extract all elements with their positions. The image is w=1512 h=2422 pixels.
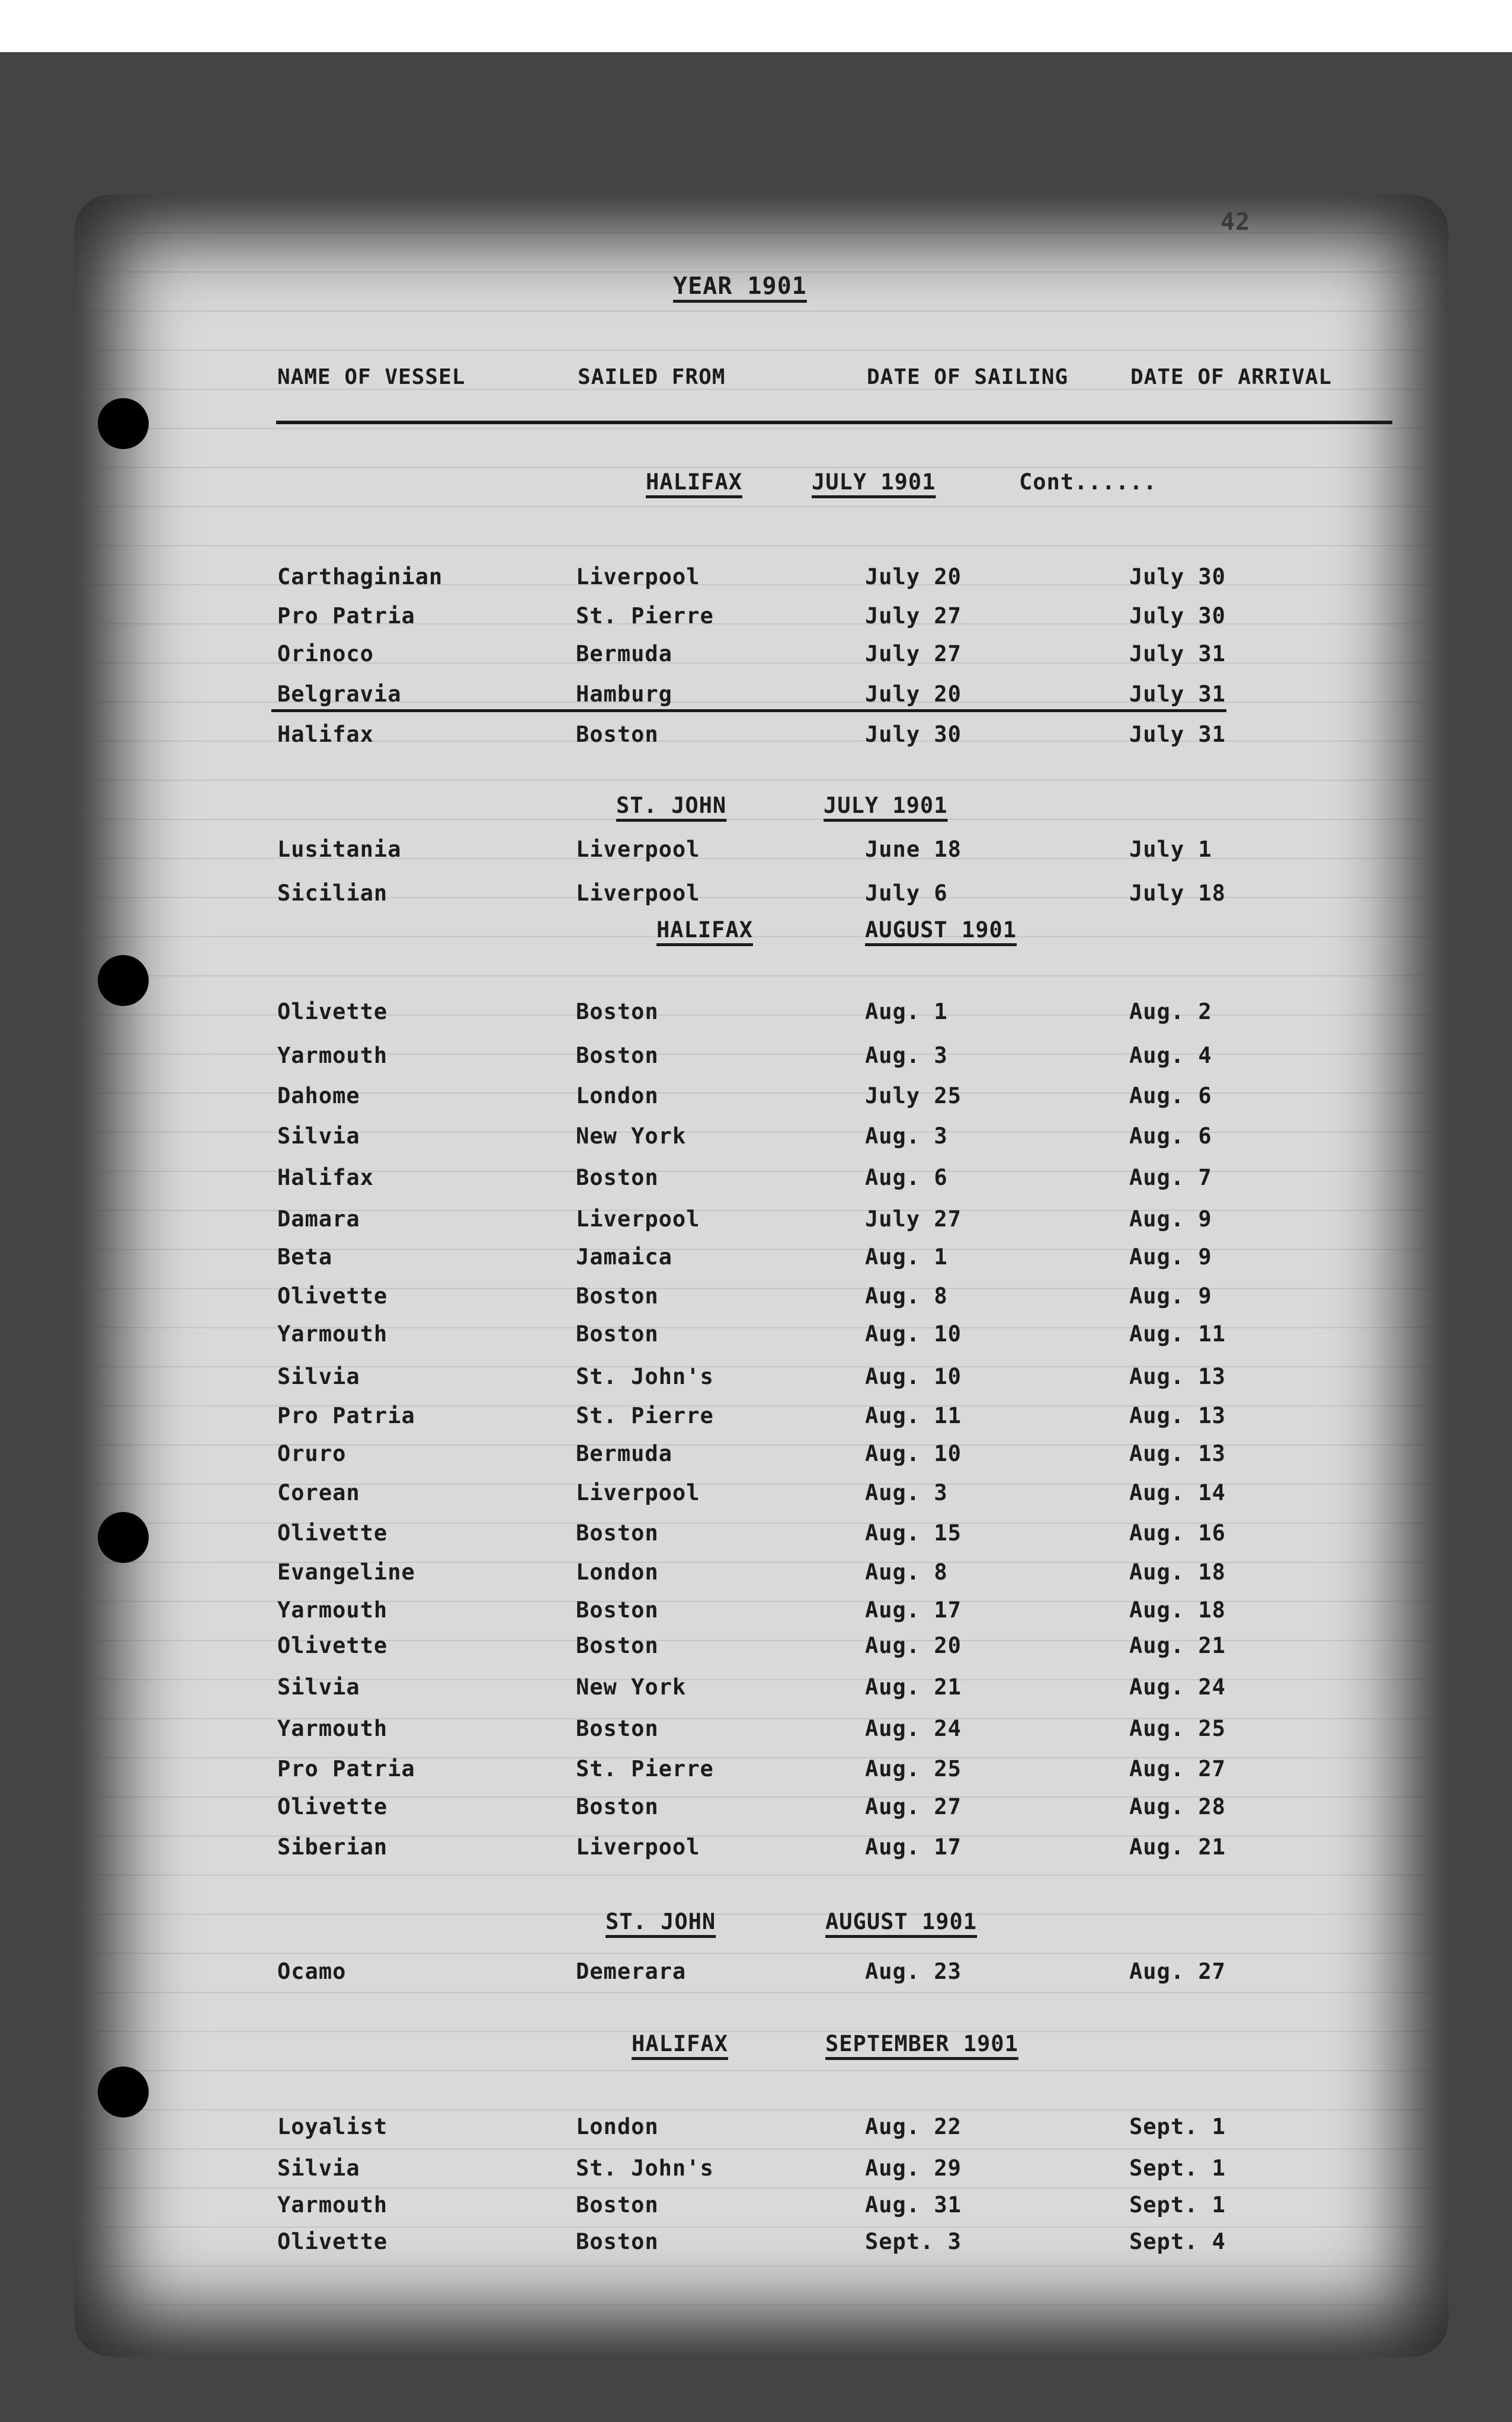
date-of-sailing: Aug. 15: [865, 1520, 962, 1546]
date-of-arrival: Aug. 13: [1129, 1364, 1226, 1389]
sailed-from: Bermuda: [576, 1441, 672, 1466]
vessel-name: Yarmouth: [277, 1321, 388, 1347]
date-of-arrival: Aug. 9: [1129, 1206, 1212, 1232]
date-of-sailing: Aug. 3: [865, 1123, 948, 1149]
vessel-name: Olivette: [277, 999, 388, 1024]
date-of-sailing: Aug. 3: [865, 1043, 948, 1068]
date-of-sailing: Aug. 10: [865, 1321, 962, 1347]
date-of-arrival: Sept. 1: [1129, 2114, 1226, 2139]
date-of-sailing: July 20: [865, 681, 962, 707]
section-port: ST. JOHN: [606, 1909, 716, 1934]
date-of-arrival: July 30: [1129, 603, 1226, 629]
date-of-sailing: Aug. 31: [865, 2192, 962, 2218]
date-of-arrival: Aug. 11: [1129, 1321, 1226, 1347]
date-of-arrival: Aug. 13: [1129, 1441, 1226, 1466]
date-of-arrival: July 31: [1129, 641, 1226, 667]
vessel-name: Olivette: [277, 1283, 388, 1309]
sailed-from: Boston: [576, 999, 659, 1024]
date-of-arrival: July 31: [1129, 722, 1226, 747]
vessel-name: Oruro: [277, 1441, 347, 1466]
section-month: SEPTEMBER 1901: [825, 2031, 1018, 2056]
date-of-sailing: Aug. 17: [865, 1834, 962, 1860]
column-header-date-of-sailing: DATE OF SAILING: [867, 365, 1069, 389]
date-of-sailing: July 30: [865, 722, 962, 747]
date-of-arrival: Aug. 27: [1129, 1959, 1226, 1984]
sailed-from: Hamburg: [576, 681, 672, 707]
sailed-from: Boston: [576, 1283, 659, 1309]
sailed-from: Bermuda: [576, 641, 672, 667]
date-of-sailing: Aug. 3: [865, 1480, 948, 1505]
year-heading: YEAR 1901: [673, 273, 807, 300]
vessel-name: Ocamo: [277, 1959, 347, 1984]
vessel-name: Silvia: [277, 1674, 360, 1700]
sailed-from: Boston: [576, 722, 659, 747]
vessel-name: Olivette: [277, 1633, 388, 1658]
section-month: AUGUST 1901: [825, 1909, 978, 1934]
sailed-from: St. Pierre: [576, 1756, 714, 1782]
vessel-name: Beta: [277, 1244, 333, 1270]
page-number: 42: [1221, 209, 1251, 236]
vessel-name: Loyalist: [277, 2114, 388, 2139]
vessel-name: Carthaginian: [277, 564, 443, 590]
section-month: JULY 1901: [824, 793, 948, 818]
sailed-from: St. Pierre: [576, 1403, 714, 1428]
date-of-sailing: Aug. 1: [865, 1244, 948, 1270]
date-of-arrival: Sept. 4: [1129, 2229, 1226, 2254]
vessel-name: Silvia: [277, 2155, 360, 2181]
date-of-sailing: Sept. 3: [865, 2229, 962, 2254]
punch-hole: [98, 2067, 149, 2117]
date-of-arrival: July 30: [1129, 564, 1226, 590]
section-port: HALIFAX: [632, 2031, 728, 2056]
date-of-arrival: Sept. 1: [1129, 2192, 1226, 2218]
sailed-from: Boston: [576, 2229, 659, 2254]
sailed-from: Liverpool: [576, 1206, 700, 1232]
sailed-from: New York: [576, 1674, 687, 1700]
date-of-arrival: Aug. 18: [1129, 1559, 1226, 1585]
vessel-name: Siberian: [277, 1834, 388, 1860]
date-of-sailing: Aug. 11: [865, 1403, 962, 1428]
sailed-from: St. John's: [576, 2155, 714, 2181]
date-of-arrival: Aug. 9: [1129, 1283, 1212, 1309]
vessel-name: Yarmouth: [277, 1597, 388, 1623]
date-of-sailing: Aug. 29: [865, 2155, 962, 2181]
sailed-from: Boston: [576, 1321, 659, 1347]
date-of-arrival: Aug. 18: [1129, 1597, 1226, 1623]
date-of-arrival: Aug. 4: [1129, 1043, 1212, 1068]
date-of-sailing: Aug. 1: [865, 999, 948, 1024]
date-of-sailing: Aug. 20: [865, 1633, 962, 1658]
header-rule: [276, 421, 1392, 424]
section-port: HALIFAX: [656, 917, 753, 943]
date-of-sailing: Aug. 24: [865, 1716, 962, 1741]
sailed-from: Liverpool: [576, 564, 700, 590]
sailed-from: Boston: [576, 1794, 659, 1819]
vessel-name: Damara: [277, 1206, 360, 1232]
vessel-name: Belgravia: [277, 681, 402, 707]
vessel-name: Sicilian: [277, 880, 388, 906]
sailed-from: Liverpool: [576, 1834, 700, 1860]
date-of-arrival: Aug. 9: [1129, 1244, 1212, 1270]
vessel-name: Olivette: [277, 1520, 388, 1546]
date-of-sailing: July 27: [865, 1206, 962, 1232]
vessel-name: Evangeline: [277, 1559, 415, 1585]
date-of-sailing: July 20: [865, 564, 962, 590]
date-of-sailing: Aug. 10: [865, 1364, 962, 1389]
vessel-name: Halifax: [277, 1165, 374, 1190]
section-port: ST. JOHN: [616, 793, 727, 818]
date-of-arrival: Aug. 7: [1129, 1165, 1212, 1190]
column-header-date-of-arrival: DATE OF ARRIVAL: [1130, 365, 1332, 389]
date-of-sailing: Aug. 21: [865, 1674, 962, 1700]
vessel-name: Orinoco: [277, 641, 374, 667]
date-of-arrival: Aug. 24: [1129, 1674, 1226, 1700]
date-of-sailing: June 18: [865, 837, 962, 862]
date-of-sailing: Aug. 8: [865, 1283, 948, 1309]
sailed-from: New York: [576, 1123, 687, 1149]
date-of-arrival: Aug. 28: [1129, 1794, 1226, 1819]
sailed-from: London: [576, 2114, 659, 2139]
date-of-arrival: Aug. 6: [1129, 1123, 1212, 1149]
date-of-arrival: Aug. 13: [1129, 1403, 1226, 1428]
vessel-name: Corean: [277, 1480, 360, 1505]
date-of-sailing: July 25: [865, 1083, 962, 1109]
date-of-sailing: Aug. 22: [865, 2114, 962, 2139]
sailed-from: Boston: [576, 1520, 659, 1546]
date-of-sailing: Aug. 23: [865, 1959, 962, 1984]
punch-hole: [98, 955, 149, 1006]
vessel-name: Lusitania: [277, 837, 402, 862]
punch-hole: [98, 1512, 149, 1563]
sailed-from: Liverpool: [576, 880, 700, 906]
date-of-arrival: Aug. 21: [1129, 1834, 1226, 1860]
date-of-sailing: Aug. 6: [865, 1165, 948, 1190]
sailed-from: London: [576, 1559, 659, 1585]
vessel-name: Pro Patria: [277, 1403, 415, 1428]
date-of-sailing: July 27: [865, 603, 962, 629]
vessel-name: Pro Patria: [277, 603, 415, 629]
date-of-arrival: Aug. 16: [1129, 1520, 1226, 1546]
date-of-arrival: July 1: [1129, 837, 1212, 862]
sailed-from: London: [576, 1083, 659, 1109]
column-header-sailed-from: SAILED FROM: [578, 365, 726, 389]
section-month: JULY 1901: [812, 469, 936, 495]
strike-rule: [271, 709, 1226, 712]
date-of-arrival: Sept. 1: [1129, 2155, 1226, 2181]
date-of-sailing: July 27: [865, 641, 962, 667]
sailed-from: Boston: [576, 1043, 659, 1068]
sailed-from: Liverpool: [576, 1480, 700, 1505]
sailed-from: Boston: [576, 1716, 659, 1741]
vessel-name: Silvia: [277, 1364, 360, 1389]
date-of-arrival: Aug. 6: [1129, 1083, 1212, 1109]
sailed-from: Boston: [576, 1633, 659, 1658]
date-of-sailing: Aug. 10: [865, 1441, 962, 1466]
vessel-name: Dahome: [277, 1083, 360, 1109]
sailed-from: Jamaica: [576, 1244, 672, 1270]
column-header-vessel: NAME OF VESSEL: [277, 365, 466, 389]
date-of-arrival: Aug. 2: [1129, 999, 1212, 1024]
punch-hole: [98, 398, 149, 449]
vessel-name: Yarmouth: [277, 1716, 388, 1741]
sailed-from: Boston: [576, 1165, 659, 1190]
section-month: AUGUST 1901: [865, 917, 1017, 943]
section-note: Cont......: [1019, 469, 1157, 495]
vessel-name: Yarmouth: [277, 2192, 388, 2218]
date-of-arrival: Aug. 27: [1129, 1756, 1226, 1782]
vessel-name: Yarmouth: [277, 1043, 388, 1068]
date-of-sailing: Aug. 17: [865, 1597, 962, 1623]
vessel-name: Olivette: [277, 2229, 388, 2254]
section-port: HALIFAX: [646, 469, 742, 495]
date-of-arrival: Aug. 21: [1129, 1633, 1226, 1658]
sailed-from: St. John's: [576, 1364, 714, 1389]
sailed-from: Demerara: [576, 1959, 687, 1984]
sailed-from: St. Pierre: [576, 603, 714, 629]
date-of-arrival: Aug. 14: [1129, 1480, 1226, 1505]
vessel-name: Olivette: [277, 1794, 388, 1819]
sailed-from: Liverpool: [576, 837, 700, 862]
date-of-sailing: Aug. 25: [865, 1756, 962, 1782]
date-of-arrival: July 31: [1129, 681, 1226, 707]
vessel-name: Pro Patria: [277, 1756, 415, 1782]
date-of-sailing: July 6: [865, 880, 948, 906]
date-of-arrival: Aug. 25: [1129, 1716, 1226, 1741]
sailed-from: Boston: [576, 2192, 659, 2218]
date-of-sailing: Aug. 8: [865, 1559, 948, 1585]
sailed-from: Boston: [576, 1597, 659, 1623]
date-of-sailing: Aug. 27: [865, 1794, 962, 1819]
vessel-name: Halifax: [277, 722, 374, 747]
document-page: [74, 194, 1449, 2357]
date-of-arrival: July 18: [1129, 880, 1226, 906]
vessel-name: Silvia: [277, 1123, 360, 1149]
